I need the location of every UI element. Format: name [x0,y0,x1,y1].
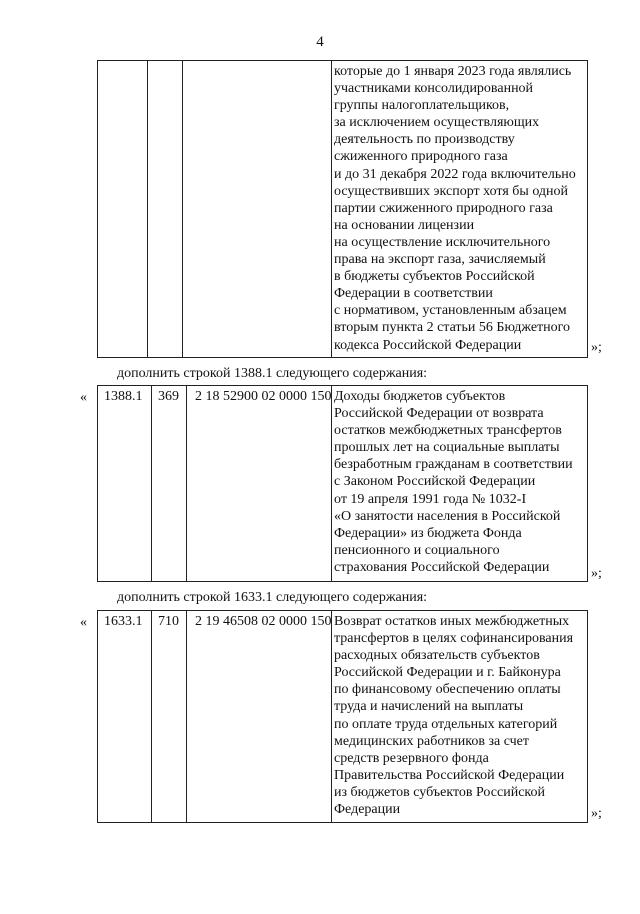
description-cell [334,63,576,354]
description-line: с Законом Российской Федерации [334,474,536,490]
description-line: осуществивших экспорт хотя бы одной [334,183,569,199]
description-line: права на экспорт газа, зачисляемый [334,252,546,268]
column-divider [331,611,332,822]
table-row-1633 [97,610,588,823]
description-cell [334,388,573,576]
description-line: по оплате труда отдельных категорий [334,716,558,732]
row-number: 1633.1 [104,614,143,629]
column-divider [147,61,148,357]
description-cell [334,613,573,818]
kbk-code: 2 19 46508 02 0000 150 [195,614,332,629]
description-line: Доходы бюджетов субъектов [334,389,506,404]
description-line: средств резервного фонда [334,750,489,766]
closing-quote: »; [591,806,602,821]
column-divider [151,611,152,822]
closing-quote: »; [591,566,602,581]
description-line: на основании лицензии [334,217,475,233]
description-line: трансфертов в целях софинансирования [334,631,574,647]
description-line: по финансовому обеспечению оплаты [334,682,561,698]
description-line: Федерации» из бюджета Фонда [334,525,522,541]
column-divider [331,61,332,357]
opening-quote: « [80,390,87,405]
description-line: Федерации [334,802,401,818]
column-divider [151,386,152,581]
description-line: от 19 апреля 1991 года № 1032-I [334,491,527,507]
table-continued [97,60,588,358]
column-divider [331,386,332,581]
description-line: «О занятости населения в Российской [334,508,561,524]
description-line: вторым пункта 2 статьи 56 Бюджетного [334,320,571,336]
description-line: Возврат остатков иных межбюджетных [334,614,570,629]
description-line: из бюджетов субъектов Российской [334,784,545,800]
description-line: и до 31 декабря 2022 года включительно [334,166,576,182]
description-line: с нормативом, установленным абзацем [334,303,567,319]
description-line: на осуществление исключительного [334,234,551,250]
description-line: партии сжиженного природного газа [334,200,553,216]
description-line: Федерации в соответствии [334,286,493,302]
column-divider [186,611,187,822]
description-line: за исключением осуществляющих [334,115,540,131]
description-line: Российской Федерации и г. Байконура [334,665,561,681]
row-number: 1388.1 [104,389,143,404]
description-line: страхования Российской Федерации [334,559,550,575]
kbk-code: 2 18 52900 02 0000 150 [195,389,332,404]
description-line: расходных обязательств субъектов [334,648,540,664]
description-line: в бюджеты субъектов Российской [334,269,535,285]
description-line: кодекса Российской Федерации [334,337,522,353]
column-divider [186,386,187,581]
instruction-line-1633: дополнить строкой 1633.1 следующего содержания: [117,590,428,605]
description-line: участниками консолидированной [334,81,534,97]
admin-code: 369 [158,389,179,404]
description-line: пенсионного и социального [334,542,500,558]
description-line: Российской Федерации от возврата [334,406,544,422]
table-row-1388 [97,385,588,582]
description-line: деятельность по производству [334,132,515,148]
description-line: Правительства Российской Федерации [334,767,565,783]
description-line: медицинских работников за счет [334,733,529,749]
column-divider [182,61,183,357]
description-line: которые до 1 января 2023 года являлись [334,64,572,79]
description-line: безработным гражданам в соответствии [334,457,573,473]
description-line: прошлых лет на социальные выплаты [334,440,560,456]
admin-code: 710 [158,614,179,629]
page-number: 4 [316,34,324,50]
description-line: остатков межбюджетных трансфертов [334,423,562,439]
description-line: труда и начислений на выплаты [334,699,524,715]
description-line: группы налогоплательщиков, [334,98,510,114]
closing-quote: »; [591,340,602,355]
instruction-line-1388: дополнить строкой 1388.1 следующего содержания: [117,366,428,381]
description-line: сжиженного природного газа [334,149,508,165]
opening-quote: « [80,615,87,630]
